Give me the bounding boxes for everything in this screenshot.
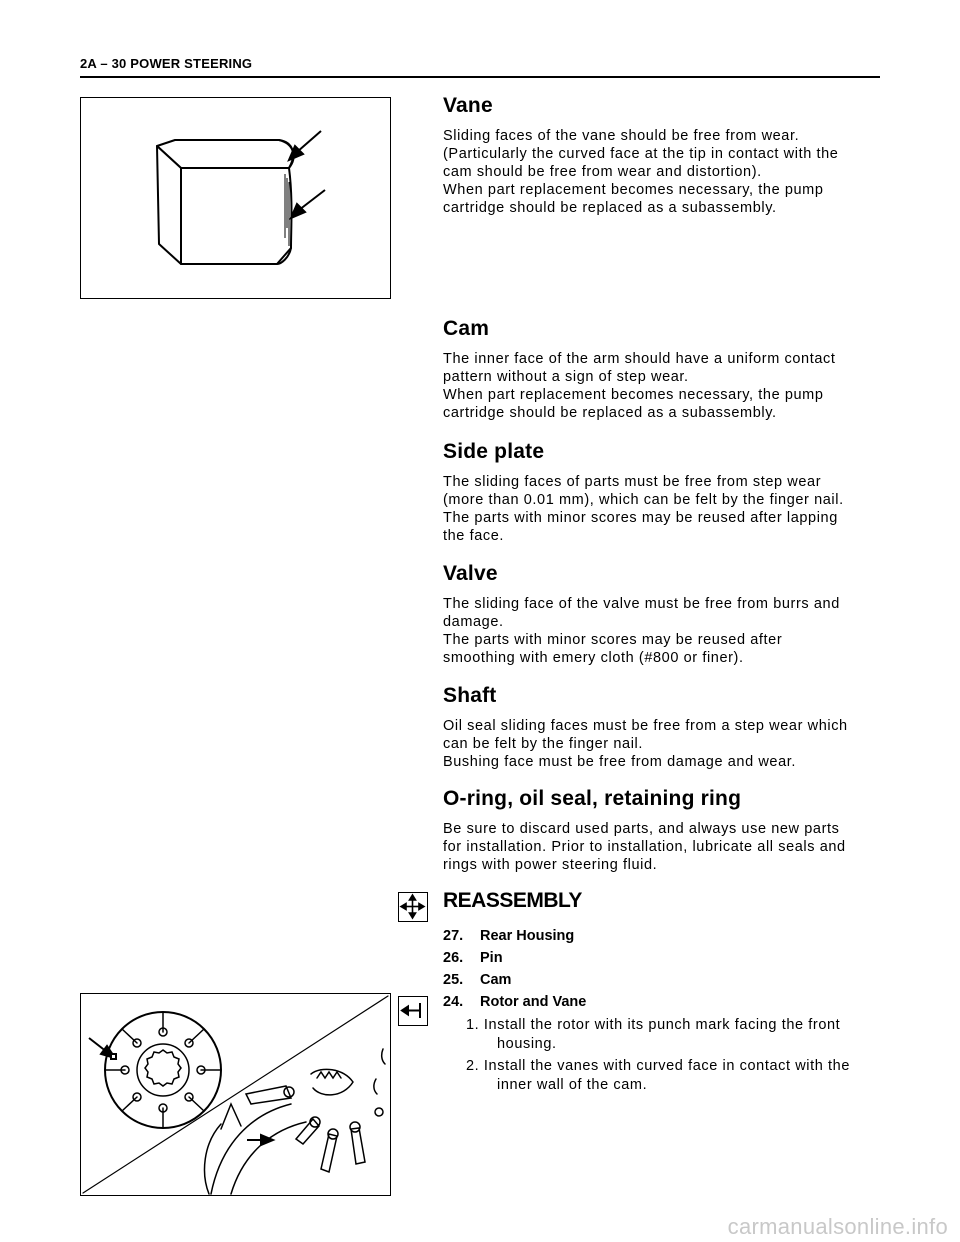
section-title-oring: O-ring, oil seal, retaining ring (443, 787, 742, 810)
section-cam (443, 317, 883, 422)
step-label: Rear Housing (480, 928, 575, 944)
step-item (443, 972, 888, 994)
section-reassembly (443, 889, 883, 913)
step-number: 24. (443, 994, 464, 1010)
header-title: 2A – 30 POWER STEERING (80, 56, 253, 71)
reassembly-arrows-icon (398, 892, 428, 922)
step-label: Pin (480, 950, 503, 966)
section-shaft (443, 684, 883, 771)
section-valve (443, 562, 883, 667)
section-title-reassembly: REASSEMBLY (443, 889, 582, 912)
section-title-valve: Valve (443, 562, 498, 585)
step-item (443, 928, 888, 950)
watermark-text: carmanualsonline.info (727, 1214, 948, 1239)
section-body-side-plate: The sliding faces of parts must be free from step wear (more than 0.01 mm), which can be felt by the finger nail. The parts with minor scores may be reused after lapping the face. (443, 474, 844, 544)
section-body-shaft: Oil seal sliding faces must be free from a step wear which can be felt by the finger nail. Bushing face must be free from damage and wear. (443, 718, 848, 770)
section-oring (443, 787, 883, 874)
section-title-side-plate: Side plate (443, 440, 545, 463)
section-title-shaft: Shaft (443, 684, 497, 707)
section-body-vane: Sliding faces of the vane should be free from wear. (Particularly the curved face at the tip in contact with the cam should be free from wear and distortion). When part replacement becomes necessary, the pump cartridge should be replaced as a subassembly. (443, 128, 839, 216)
step-item (443, 994, 888, 1016)
vane-illustration (80, 97, 391, 299)
section-body-oring: Be sure to discard used parts, and always use new parts for installation. Prior to installation, lubricate all seals and rings with power steering fluid. (443, 821, 846, 873)
reassembly-steps (443, 928, 888, 1098)
step-number: 25. (443, 972, 464, 988)
rotor-drawing (81, 994, 390, 1195)
install-arrow-icon (398, 996, 428, 1026)
section-body-cam: The inner face of the arm should have a uniform contact pattern without a sign of step wear. When part replacement becomes necessary, the pump cartridge should be replaced as a subassembly. (443, 351, 836, 421)
section-title-vane: Vane (443, 94, 493, 117)
section-title-cam: Cam (443, 317, 490, 340)
step-label: Rotor and Vane (480, 994, 587, 1010)
substep-item: 1. Install the rotor with its punch mark facing the front housing. (466, 1017, 841, 1052)
vane-drawing (81, 98, 390, 298)
substep-item: 2. Install the vanes with curved face in contact with the inner wall of the cam. (466, 1058, 850, 1093)
section-side-plate (443, 440, 883, 545)
step-label: Cam (480, 972, 512, 988)
substep-list (443, 1016, 888, 1095)
rotor-vane-illustration (80, 993, 391, 1196)
page-header (80, 56, 880, 78)
step-number: 26. (443, 950, 464, 966)
step-item (443, 950, 888, 972)
section-vane (443, 94, 883, 217)
section-body-valve: The sliding face of the valve must be free from burrs and damage. The parts with minor scores may be reused after smoothing with emery cloth (#800 or finer). (443, 596, 840, 666)
step-number: 27. (443, 928, 464, 944)
